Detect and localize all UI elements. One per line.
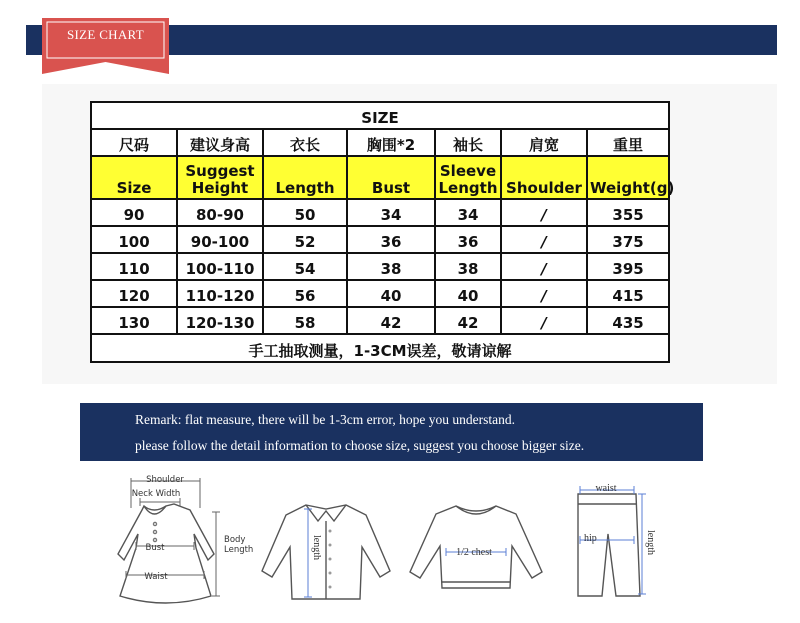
cell-shoulder: / [501,226,587,253]
dress-outline [118,504,214,603]
en-header-height: Suggest Height [177,156,263,199]
cell-size: 120 [91,280,177,307]
cell-length: 56 [263,280,347,307]
cell-length: 54 [263,253,347,280]
neck-width-label: Neck Width [131,489,181,499]
remark-line-1: Remark: flat measure, there will be 1-3cm error, hope you understand. [135,412,515,427]
table-title: SIZE [91,102,669,129]
shoulder-label: Shoulder [146,475,184,485]
cell-sleeve: 36 [435,226,501,253]
dress-diagram [86,468,254,618]
body-length-label-2: Length [224,545,254,555]
cell-size: 100 [91,226,177,253]
en-header-shoulder: Shoulder [501,156,587,199]
table-row [91,307,669,334]
cell-bust: 34 [347,199,435,226]
cell-weight: 355 [587,199,669,226]
cell-length: 58 [263,307,347,334]
shirt-length-label: length [311,535,322,560]
cell-shoulder: / [501,280,587,307]
waist-label: waist [595,483,617,494]
cell-sleeve: 34 [435,199,501,226]
cell-sleeve: 38 [435,253,501,280]
sweater-diagram [406,500,546,600]
cn-header-sleeve: 袖长 [435,129,501,156]
cell-height: 120-130 [177,307,263,334]
cell-weight: 395 [587,253,669,280]
cell-height: 110-120 [177,280,263,307]
cell-sleeve: 42 [435,307,501,334]
en-header-length: Length [263,156,347,199]
cell-height: 100-110 [177,253,263,280]
pants-length-label: length [645,530,656,555]
hip-label: hip [584,533,597,544]
waist-label: Waist [144,572,168,582]
en-header-sleeve: Sleeve Length [435,156,501,199]
cn-header-size: 尺码 [91,129,177,156]
cell-shoulder: / [501,253,587,280]
remark-banner [80,403,703,461]
cell-sleeve: 40 [435,280,501,307]
remark-line-2: please follow the detail information to choose size, suggest you choose bigger size. [135,438,585,453]
cell-shoulder: / [501,199,587,226]
en-header-size: Size [91,156,177,199]
body-length-label-1: Body [224,535,246,545]
shirt-diagram [258,495,394,607]
cell-bust: 42 [347,307,435,334]
cell-bust: 40 [347,280,435,307]
cell-size: 130 [91,307,177,334]
en-header-bust: Bust [347,156,435,199]
cell-bust: 36 [347,226,435,253]
chest-label: 1/2 chest [456,547,492,558]
cell-weight: 435 [587,307,669,334]
table-row [91,199,669,226]
cell-size: 90 [91,199,177,226]
bust-label: Bust [145,543,165,553]
size-table [90,101,675,363]
cell-height: 90-100 [177,226,263,253]
cell-size: 110 [91,253,177,280]
cn-header-height: 建议身高 [177,129,263,156]
en-header-weight: Weight(g) [587,156,669,199]
table-row [91,280,669,307]
cell-weight: 375 [587,226,669,253]
cell-height: 80-90 [177,199,263,226]
cn-header-weight: 重里 [587,129,669,156]
cn-header-length: 衣长 [263,129,347,156]
cn-header-shoulder: 肩宽 [501,129,587,156]
table-note: 手工抽取测量，1-3CM误差，敬请谅解 [91,334,669,362]
cn-header-bust: 胸围*2 [347,129,435,156]
cell-length: 50 [263,199,347,226]
cell-length: 52 [263,226,347,253]
size-chart-label: SIZE CHART [67,27,144,42]
table-row [91,226,669,253]
pants-diagram [572,478,672,608]
table-row [91,253,669,280]
cell-shoulder: / [501,307,587,334]
cell-weight: 415 [587,280,669,307]
cell-bust: 38 [347,253,435,280]
